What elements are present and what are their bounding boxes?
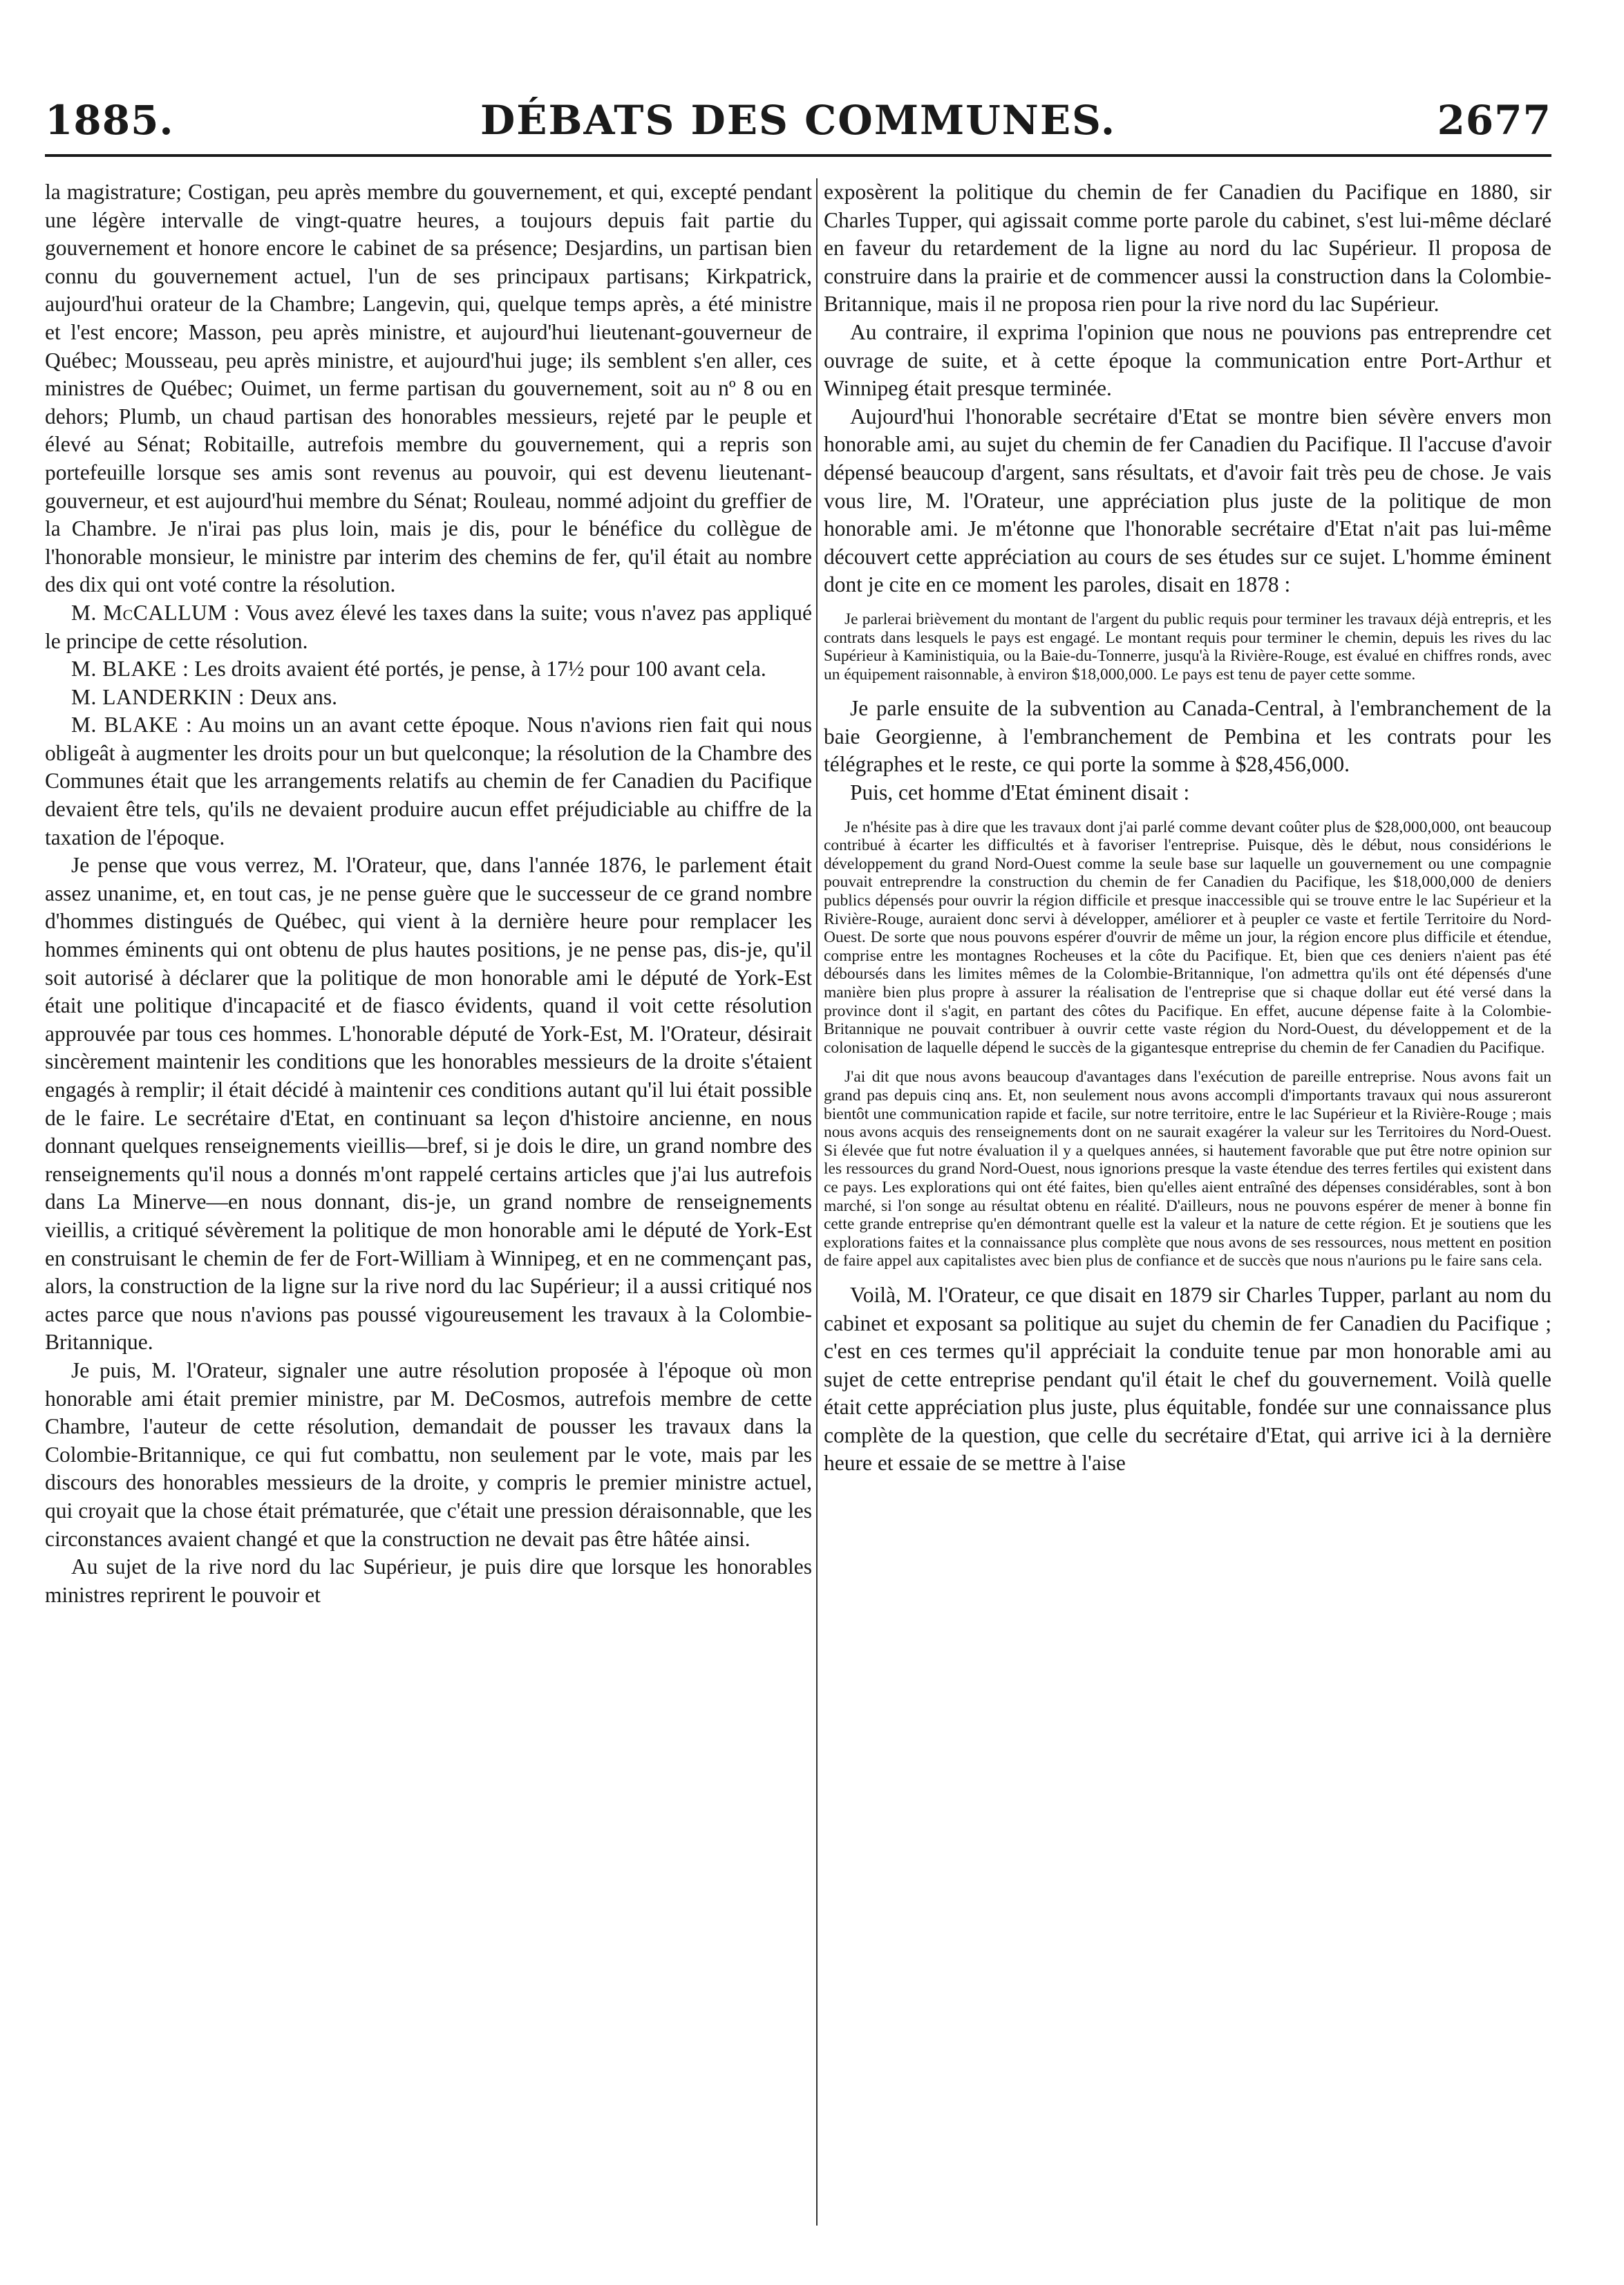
paragraph: Au sujet de la rive nord du lac Supérieur, je puis dire que lorsque les honorables ministres reprirent le pouvoir et (45, 1554, 812, 1607)
speaker-paragraph (45, 684, 812, 712)
header-rule (45, 154, 1551, 157)
paragraph: Aujourd'hui l'honorable secrétaire d'Etat se montre bien sévère envers mon honorable ami, au sujet du chemin de fer Canadien du Pacifique. Il l'accuse d'avoir dépensé beaucoup d'argent, sans résultats, et d'avoir fait très peu de chose. Je vais vous lire, M. l'Orateur, une appréciation plus juste de la politique de mon honorable ami. Je m'étonne que l'honorable secrétaire d'Etat n'ait pas lui-même découvert cette appréciation au cours de ses études sur ce sujet. L'homme éminent dont je cite en ce moment les paroles, disait en 1878 : (824, 404, 1551, 597)
paragraph: Je pense que vous verrez, M. l'Orateur, que, dans l'année 1876, le parlement était assez unanime, et, en tout cas, je ne pense guère que le successeur de ce grand nombre d'hommes distingués de Québec, qui vient à la dernière heure pour remplacer les hommes éminents qui ont obtenu de plus hautes positions, je ne pense pas, dis-je, qu'il soit autorisé à déclarer que la politique de mon honorable ami le député de York-Est était une politique d'incapacité et de fiasco évidents, quand il voit cette résolution approuvée par tous ces hommes. L'honorable député de York-Est, M. l'Orateur, désirait sincèrement maintenir les conditions que les honorables messieurs de la droite s'étaient engagés à remplir; il était décidé à maintenir ces conditions autant qu'il lui était possible de le faire. Le secrétaire d'Etat, en continuant sa leçon d'histoire ancienne, en nous donnant quelques renseignements vieillis—bref, si je dois le dire, un grand nombre des renseignements qu'il nous a donnés m'ont rappelé certains articles que j'ai lus autrefois dans La Minerve—en nous donnant, dis-je, un grand nombre de renseignements vieillis, a critiqué sévèrement la politique de mon honorable ami le député de York-Est en construisant le chemin de fer de Fort-William à Winnipeg, et en ne commençant pas, alors, la construction de la ligne sur la rive nord du lac Supérieur; il a aussi critiqué nos actes parce que nous n'avions pas poussé vigoureusement les travaux à la Colombie-Britannique. (45, 853, 812, 1355)
paragraph: Je puis, M. l'Orateur, signaler une autre résolution proposée à l'époque où mon honorable ami était premier ministre, par M. DeCosmos, autrefois membre de cette Chambre, l'auteur de cette résolution, demandait de pousser les travaux dans la Colombie-Britannique, ce qui fut combattu, non seulement par le vote, mais par les discours des honorables messieurs de la droite, y compris le premier ministre actuel, qui croyait que la chose était prématurée, que c'était une pression déraisonnable, que les circonstances avaient changé et que la construction ne devait pas être hâtée ainsi. (45, 1357, 812, 1551)
block-quote: Je n'hésite pas à dire que les travaux dont j'ai parlé comme devant coûter plus de $28,000,000, ont beaucoup contribué à écarter les difficultés et à favoriser l'entreprise. Puisque, dès le début, nous considérions le développement du grand Nord-Ouest comme la seule base sur laquelle un gouvernement ou une compagnie pouvait entreprendre la construction du chemin de fer Canadien du Pacifique, les $18,000,000 de deniers publics dépensés pour ouvrir la région difficile et presque inaccessible qui se trouve entre le lac Supérieur et la Rivière-Rouge, auraient donc servi à développer, améliorer et à peupler ce vaste et fertile Territoire du Nord-Ouest. De sorte que nous pouvons espérer d'ouvrir de même un jour, la région encore plus difficile et étendue, comprise entre les montagnes Rocheuses et la côte du Pacifique. Et, bien que ces deniers n'aient pas été déboursés dans les limites mêmes de la Colombie-Britannique, l'on admettra qu'ils ont été dépensés d'une manière bien plus propre à assurer la réalisation de l'entreprise que si chaque dollar eut été versé dans la province dont il s'agit, en partant des côtes du Pacifique. En effet, aucune dépense faite à la Colombie-Britannique ne pouvait contribuer à ouvrir cette vaste région du Nord-Ouest, du développement et de la colonisation de laquelle dépend le succès de la gigantesque entreprise du chemin de fer Canadien du Pacifique. (824, 818, 1551, 1057)
speech-text: Les droits avaient été portés, je pense, à 17½ pour 100 avant cela. (194, 657, 766, 681)
speaker-paragraph (45, 599, 812, 655)
paragraph: la magistrature; Costigan, peu après membre du gouvernement, et qui, excepté pendant une légère intervalle de vingt-quatre heures, a toujours depuis fait partie du gouvernement et honore encore le cabinet de sa présence; Desjardins, un partisan bien connu du gouvernement actuel, l'un de ses principaux partisans; Kirkpatrick, aujourd'hui orateur de la Chambre; Langevin, qui, quelque temps après, a été ministre et l'est encore; Masson, peu après ministre, et aujourd'hui lieutenant-gouverneur de Québec; Mousseau, peu après ministre, et aujourd'hui juge; ils semblent s'en aller, ces ministres de Québec; Ouimet, un ferme partisan du gouvernement, soit au nº 8 ou en dehors; Plumb, un chaud partisan des honorables messieurs, rejeté par le peuple et élevé au Sénat; Robitaille, autrefois membre du gouvernement, qui a repris son portefeuille lorsque ses amis sont revenus au pouvoir, qui est devenu lieutenant-gouverneur, et est aujourd'hui membre du Sénat; Rouleau, nommé adjoint du greffier de la Chambre. Je n'irai pas plus loin, mais je dis, pour le bénéfice du collègue de l'honorable monsieur, le ministre par interim des chemins de fer, qu'il était au nombre des dix qui ont voté contre la résolution. (45, 180, 812, 597)
block-quote: J'ai dit que nous avons beaucoup d'avantages dans l'exécution de pareille entreprise. Nous avons fait un grand pas depuis cinq ans. Et, non seulement nous avons accompli d'importants travaux qui nous assureront bientôt une communication rapide et facile, sur notre territoire, entre le lac Supérieur et la Rivière-Rouge ; mais nous avons acquis des renseignements dont on ne saurait exagérer la valeur sur les Territoires du Nord-Ouest. Si élevée que fut notre évaluation il y a quelques années, si hautement favorable que put être notre opinion sur les ressources du grand Nord-Ouest, nous ignorions presque la vaste étendue des terres fertiles qui existent dans ce pays. Les explorations qui ont été faites, bien qu'elles aient entraîné des dépenses considérables, sont à bon marché, si l'on songe au résultat obtenu en réalité. D'ailleurs, nous ne pouvons espérer de mener à bonne fin cette grande entreprise qu'en démontrant quelle est la valeur et la nature de cette région. Et je soutiens que les explorations faites et la connaissance plus complète que nous avons de ses ressources, nous mettent en position de faire appel aux capitalistes avec bien plus de confiance et de succès que nous n'aurions pu le faire sans cela. (824, 1068, 1551, 1270)
speech-text: Vous avez élevé les taxes dans la suite; vous n'avez pas appliqué le principe de cette résolution. (45, 600, 812, 653)
speaker-name: M. BLAKE : (71, 657, 189, 681)
speaker-name: M. McCALLUM : (71, 600, 240, 625)
paragraph: exposèrent la politique du chemin de fer Canadien du Pacifique en 1880, sir Charles Tupper, qui agissait comme porte parole du cabinet, s'est lui-même déclaré en faveur du retardement de la ligne au nord du lac Supérieur. Il proposa de construire dans la prairie et de commencer aussi la construction dans la Colombie-Britannique, mais il ne proposa rien pour la rive nord du lac Supérieur. (824, 180, 1551, 317)
speaker-paragraph (45, 655, 812, 684)
left-column (45, 178, 812, 2231)
speaker-paragraph (45, 711, 812, 852)
header-page-number: 2677 (1437, 97, 1551, 144)
speech-text: Au moins un an avant cette époque. Nous n'avions rien fait qui nous obligeât à augmenter les droits pour un but quelconque; la résolution de la Chambre des Communes était que les arrangements relatifs au chemin de fer Canadien du Pacifique devaient être tels, qu'ils ne devaient produire aucun effet préjudiciable au chiffre de la taxation de l'époque. (45, 713, 812, 849)
page-header (45, 97, 1551, 159)
paragraph: Puis, cet homme d'Etat éminent disait : (850, 780, 1190, 805)
speaker-name: M. LANDERKIN : (71, 684, 245, 709)
header-title: DÉBATS DES COMMUNES. (480, 97, 1117, 144)
column-divider (816, 178, 818, 2226)
header-year: 1885. (45, 97, 174, 144)
speech-text: Deux ans. (250, 684, 337, 709)
paragraph: Voilà, M. l'Orateur, ce que disait en 1879 sir Charles Tupper, parlant au nom du cabinet et exposant sa politique au sujet du chemin de fer Canadien du Pacifique ; c'est en ces termes qu'il appréciait la conduite tenue par mon honorable ami au sujet de cette entreprise pendant qu'il était le chef du gouvernement. Voilà quelle était cette appréciation plus juste, plus équitable, fondée sur une connaissance plus complète de la question, que celle du secrétaire d'Etat, qui arrive ici à la dernière heure et essaie de se mettre à l'aise (824, 1282, 1551, 1476)
paragraph: Je parle ensuite de la subvention au Canada-Central, à l'embranchement de la baie Georgienne, à l'embranchement de Pembina et les contrats pour les télégraphes et le reste, ce qui porte la somme à $28,456,000. (824, 696, 1551, 777)
block-quote: Je parlerai brièvement du montant de l'argent du public requis pour terminer les travaux déjà entrepris, et les contrats dans lesquels le pays est engagé. Le montant requis pour terminer le chemin, depuis les rives du lac Supérieur à Kaministiquia, ou la Baie-du-Tonnerre, jusqu'à la Rivière-Rouge, est évalué en chiffres ronds, avec un équipement raisonnable, à environ $18,000,000. Le pays est tenu de payer cette somme. (824, 610, 1551, 684)
speaker-name: M. BLAKE : (71, 713, 193, 737)
right-column (824, 178, 1551, 2231)
paragraph: Au contraire, il exprima l'opinion que nous ne pouvions pas entreprendre cet ouvrage de suite, et à cette époque la communication entre Port-Arthur et Winnipeg était presque terminée. (824, 319, 1551, 401)
